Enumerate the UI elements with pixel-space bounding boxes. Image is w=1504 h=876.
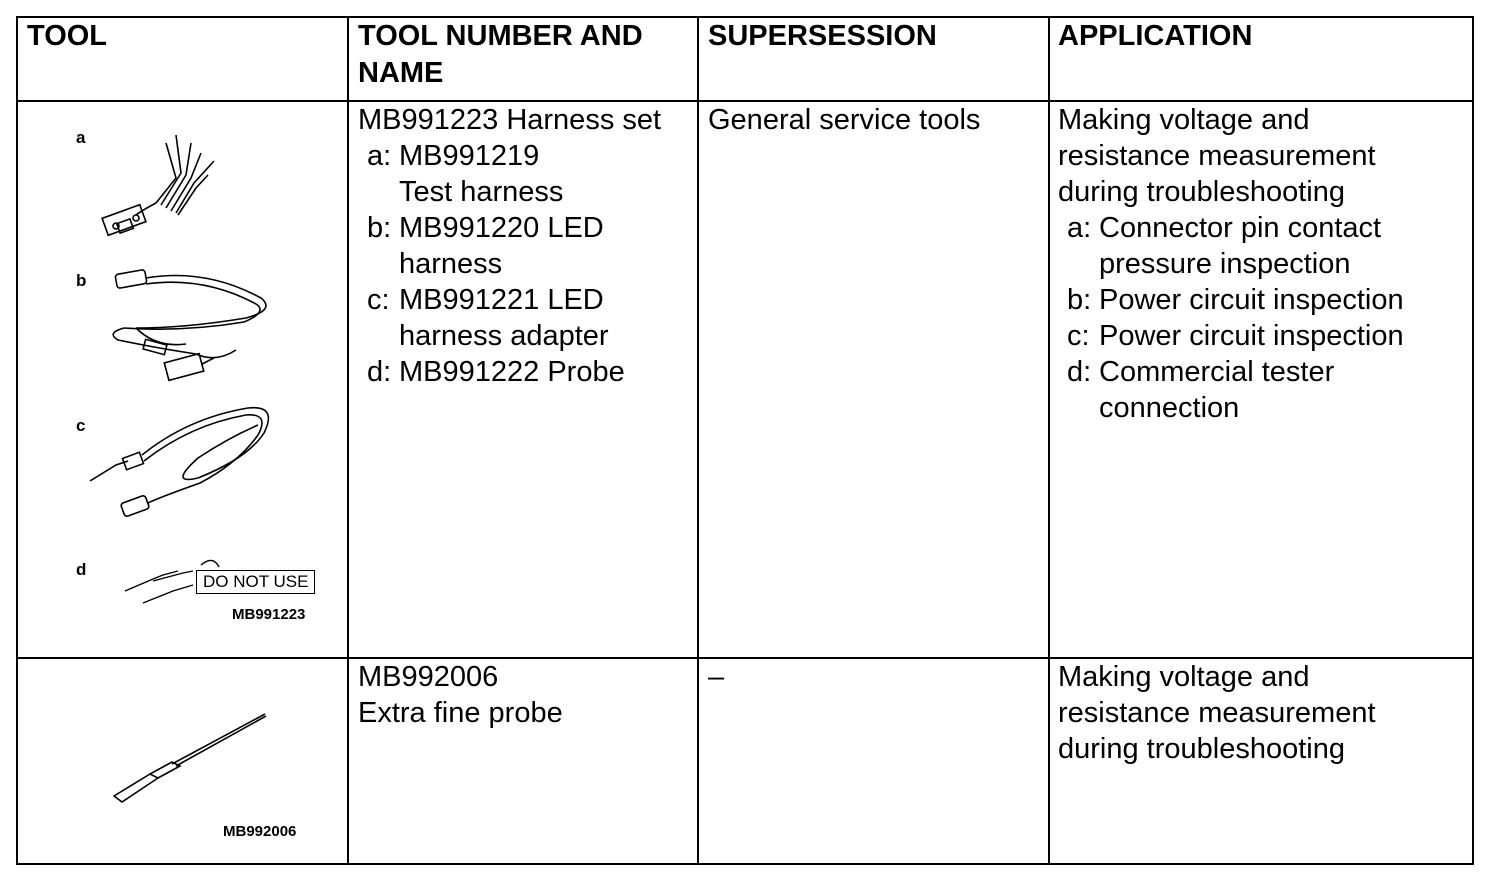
item-key: d:	[367, 356, 392, 388]
column-divider	[1048, 18, 1050, 863]
supersession-cell: –	[708, 661, 725, 693]
item-text: Power circuit inspection	[1099, 284, 1404, 316]
tool-number: MB992006	[358, 661, 499, 693]
figure-label-a: a	[76, 128, 86, 147]
item-text: MB991219 Test harness	[399, 140, 564, 208]
list-item	[358, 210, 688, 282]
item-text: Power circuit inspection	[1099, 320, 1404, 352]
application-cell	[1058, 102, 1443, 426]
item-key: b:	[1067, 284, 1092, 316]
figure-label-c: c	[76, 416, 86, 435]
header-supersession: SUPERSESSION	[708, 20, 937, 52]
supersession-cell: General service tools	[708, 104, 981, 136]
item-key: c:	[1067, 320, 1090, 352]
item-text: MB991221 LED harness adapter	[399, 284, 609, 352]
list-item	[1058, 282, 1443, 318]
tool-number-and-name-cell	[358, 659, 688, 731]
do-not-use-stamp: DO NOT USE	[196, 570, 315, 594]
item-key: d:	[1067, 356, 1092, 388]
extra-fine-probe-illustration	[110, 708, 280, 808]
application-cell	[1058, 659, 1443, 767]
list-item	[358, 282, 688, 354]
list-item	[1058, 354, 1443, 426]
header-tool: TOOL	[27, 20, 108, 52]
header-application: APPLICATION	[1058, 20, 1253, 52]
item-key: c:	[367, 284, 390, 316]
item-text: MB991222 Probe	[399, 356, 625, 388]
tool-name: Extra fine probe	[358, 697, 563, 729]
list-item	[1058, 210, 1443, 282]
special-tools-table	[16, 16, 1474, 865]
figure-label-d: d	[76, 560, 87, 579]
application-intro: Making voltage and resistance measurement during troubleshooting	[1058, 104, 1376, 208]
column-divider	[347, 18, 349, 863]
tool-number-and-name-cell	[358, 102, 688, 390]
item-text: Connector pin contact pressure inspection	[1099, 212, 1382, 280]
test-harness-illustration	[96, 123, 226, 243]
figure-label-b: b	[76, 271, 87, 290]
list-item	[358, 138, 688, 210]
application-intro: Making voltage and resistance measurement during troubleshooting	[1058, 661, 1376, 765]
harness-set-title: MB991223 Harness set	[358, 104, 662, 136]
led-harness-illustration	[96, 258, 296, 388]
list-item	[358, 354, 688, 390]
item-key: b:	[367, 212, 392, 244]
item-text: MB991220 LED harness	[399, 212, 604, 280]
tool-code-mb992006: MB992006	[223, 823, 297, 840]
item-text: Commercial tester connection	[1099, 356, 1335, 424]
led-harness-adapter-illustration	[88, 403, 288, 533]
item-key: a:	[367, 140, 392, 172]
header-tool-number-and-name: TOOL NUMBER AND NAME	[358, 20, 643, 89]
tool-code-mb991223: MB991223	[232, 606, 306, 623]
item-key: a:	[1067, 212, 1092, 244]
column-divider	[697, 18, 699, 863]
list-item	[1058, 318, 1443, 354]
